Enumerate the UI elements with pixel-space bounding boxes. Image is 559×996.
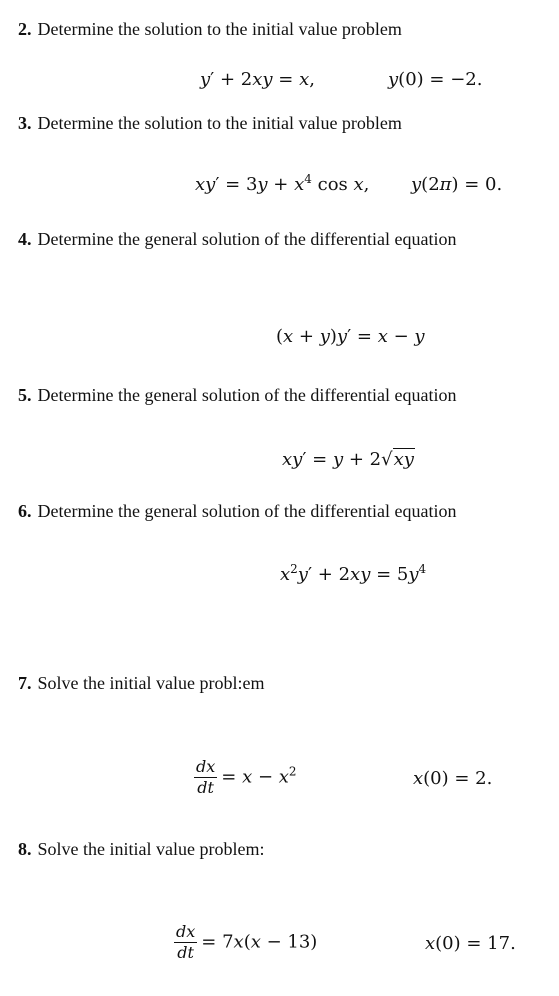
problem-number: 6. (18, 501, 32, 521)
problem-6-heading (18, 500, 457, 522)
problem-2-condition: y(0) = −2. (388, 69, 483, 90)
problem-2-heading (18, 18, 402, 40)
problem-4-heading (18, 228, 457, 250)
problem-3-heading (18, 112, 402, 134)
problem-number: 8. (18, 839, 32, 859)
problem-number: 7. (18, 673, 32, 693)
problem-8-heading (18, 838, 264, 860)
problem-prompt: Solve the initial value problem: (37, 839, 265, 859)
problem-7-equation: $\frac{dx}{dt}$ = $x - x^2$ (196, 757, 297, 797)
problem-prompt: Solve the initial value probl:em (37, 673, 265, 693)
problem-7-heading (18, 672, 264, 694)
problem-prompt: Determine the general solution of the differential equation (37, 229, 457, 249)
problem-prompt: Determine the general solution of the differential equation (37, 501, 457, 521)
problem-number: 5. (18, 385, 32, 405)
problem-8-condition: x(0) = 17. (425, 933, 516, 954)
problem-7-condition: x(0) = 2. (413, 768, 493, 789)
problem-3-equation: $xy' = 3y + x^4$ cos x, (195, 172, 370, 195)
problem-2-equation: y′ + 2xy = x, (200, 69, 315, 90)
problem-prompt: Determine the solution to the initial value problem (37, 113, 402, 133)
problem-prompt: Determine the solution to the initial value problem (37, 19, 402, 39)
problem-prompt: Determine the general solution of the differential equation (37, 385, 457, 405)
problem-8-equation: $\frac{dx}{dt}$ = 7x(x − 13) (176, 922, 318, 962)
problem-6-equation: $x^2y' + 2xy = 5y^4$ (280, 562, 427, 585)
problem-number: 3. (18, 113, 32, 133)
problem-number: 2. (18, 19, 32, 39)
problem-3-condition: y(2π) = 0. (411, 174, 503, 195)
problem-4-equation: (x + y)y′ = x − y (276, 326, 425, 347)
problem-number: 4. (18, 229, 32, 249)
problem-5-heading (18, 384, 457, 406)
problem-5-equation: xy′ = y + 2√xy (282, 449, 414, 470)
